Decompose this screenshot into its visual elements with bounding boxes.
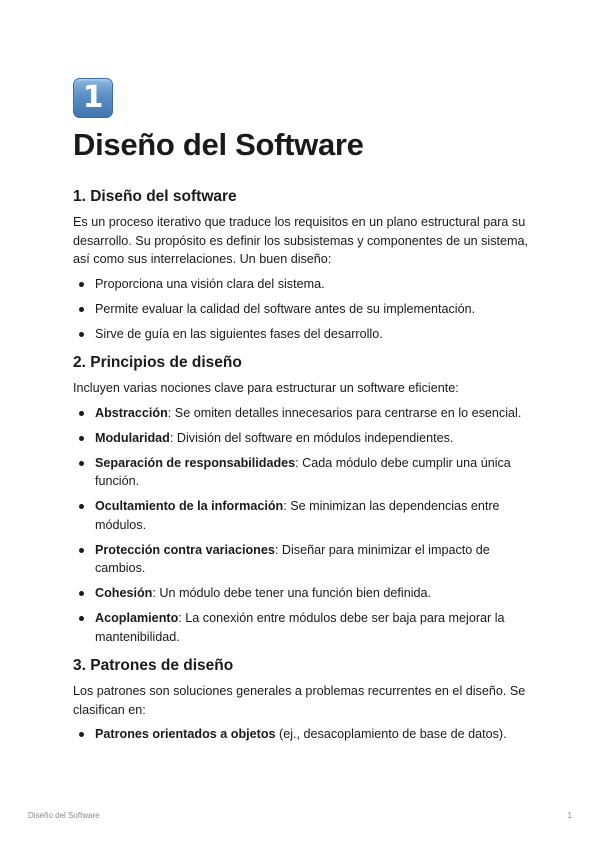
list-item-text: : Cada módulo debe cumplir una única función. (95, 455, 511, 488)
list-item (73, 300, 533, 319)
list-item (73, 454, 533, 491)
list-item (73, 584, 533, 603)
section-principios-diseno (73, 353, 533, 646)
bullet-icon (79, 436, 84, 441)
bullet-icon (79, 332, 84, 337)
document-page (73, 78, 533, 754)
list-item (73, 404, 533, 423)
bullet-list (73, 725, 533, 744)
list-item-text: : Se minimizan las dependencias entre módulos. (95, 499, 500, 532)
list-item-text: : Se omiten detalles innecesarios para centrarse en lo esencial. (167, 405, 522, 420)
bullet-icon (79, 591, 84, 596)
list-item (73, 429, 533, 448)
list-item-text: Permite evaluar la calidad del software antes de su implementación. (95, 301, 476, 316)
bullet-icon (79, 411, 84, 416)
section-heading: 1. Diseño del software (73, 188, 237, 205)
list-item-term: Modularidad (95, 430, 170, 445)
list-item-term: Ocultamiento de la información (95, 499, 284, 513)
bullet-icon (79, 504, 84, 509)
list-item-text: Proporciona una visión clara del sistema. (95, 276, 325, 291)
footer-document-title: Diseño del Software (28, 811, 100, 820)
list-item (73, 325, 533, 344)
section-paragraph: Los patrones son soluciones generales a problemas recurrentes en el diseño. Se clasifican en: (73, 684, 526, 717)
bullet-icon (79, 732, 84, 737)
bullet-icon (79, 461, 84, 466)
bullet-list (73, 404, 533, 647)
list-item-term: Acoplamiento (95, 611, 179, 625)
list-item-text: : Un módulo debe tener una función bien definida. (152, 586, 432, 600)
section-heading: 3. Patrones de diseño (73, 657, 234, 674)
list-item-text: Sirve de guía en las siguientes fases del desarrollo. (95, 326, 383, 341)
section-paragraph: Incluyen varias nociones clave para estructurar un software eficiente: (73, 381, 459, 395)
section-patrones-diseno (73, 656, 533, 744)
bullet-icon (79, 616, 84, 621)
list-item-term: Protección contra variaciones (95, 542, 275, 557)
list-item-text: (ej., desacoplamiento de base de datos). (275, 727, 507, 741)
list-item-term: Cohesión (95, 586, 153, 600)
bullet-icon (79, 282, 84, 287)
bullet-list (73, 275, 533, 344)
section-heading: 2. Principios de diseño (73, 354, 242, 371)
list-item (73, 609, 533, 646)
list-item (73, 497, 533, 534)
page-title: Diseño del Software (73, 127, 364, 162)
list-item (73, 541, 533, 578)
list-item-term: Patrones orientados a objetos (95, 727, 276, 741)
list-item (73, 725, 533, 744)
bullet-icon (79, 548, 84, 553)
section-diseno-software (73, 187, 533, 343)
list-item-text: : La conexión entre módulos debe ser baja para mejorar la mantenibilidad. (95, 611, 505, 644)
list-item (73, 275, 533, 294)
section-paragraph: Es un proceso iterativo que traduce los requisitos en un plano estructural para su desarrollo. Su propósito es definir los subsistemas y componentes de un sistema, así como sus interrelaciones. Un buen diseño: (73, 215, 529, 266)
keycap-one-icon: 1 (73, 78, 113, 118)
list-item-term: Abstracción (95, 405, 168, 420)
bullet-icon (79, 307, 84, 312)
list-item-term: Separación de responsabilidades (95, 455, 296, 470)
list-item-text: : División del software en módulos independientes. (169, 430, 454, 445)
list-item-text: : Diseñar para minimizar el impacto de cambios. (95, 542, 490, 575)
footer-page-number: 1 (567, 811, 572, 820)
